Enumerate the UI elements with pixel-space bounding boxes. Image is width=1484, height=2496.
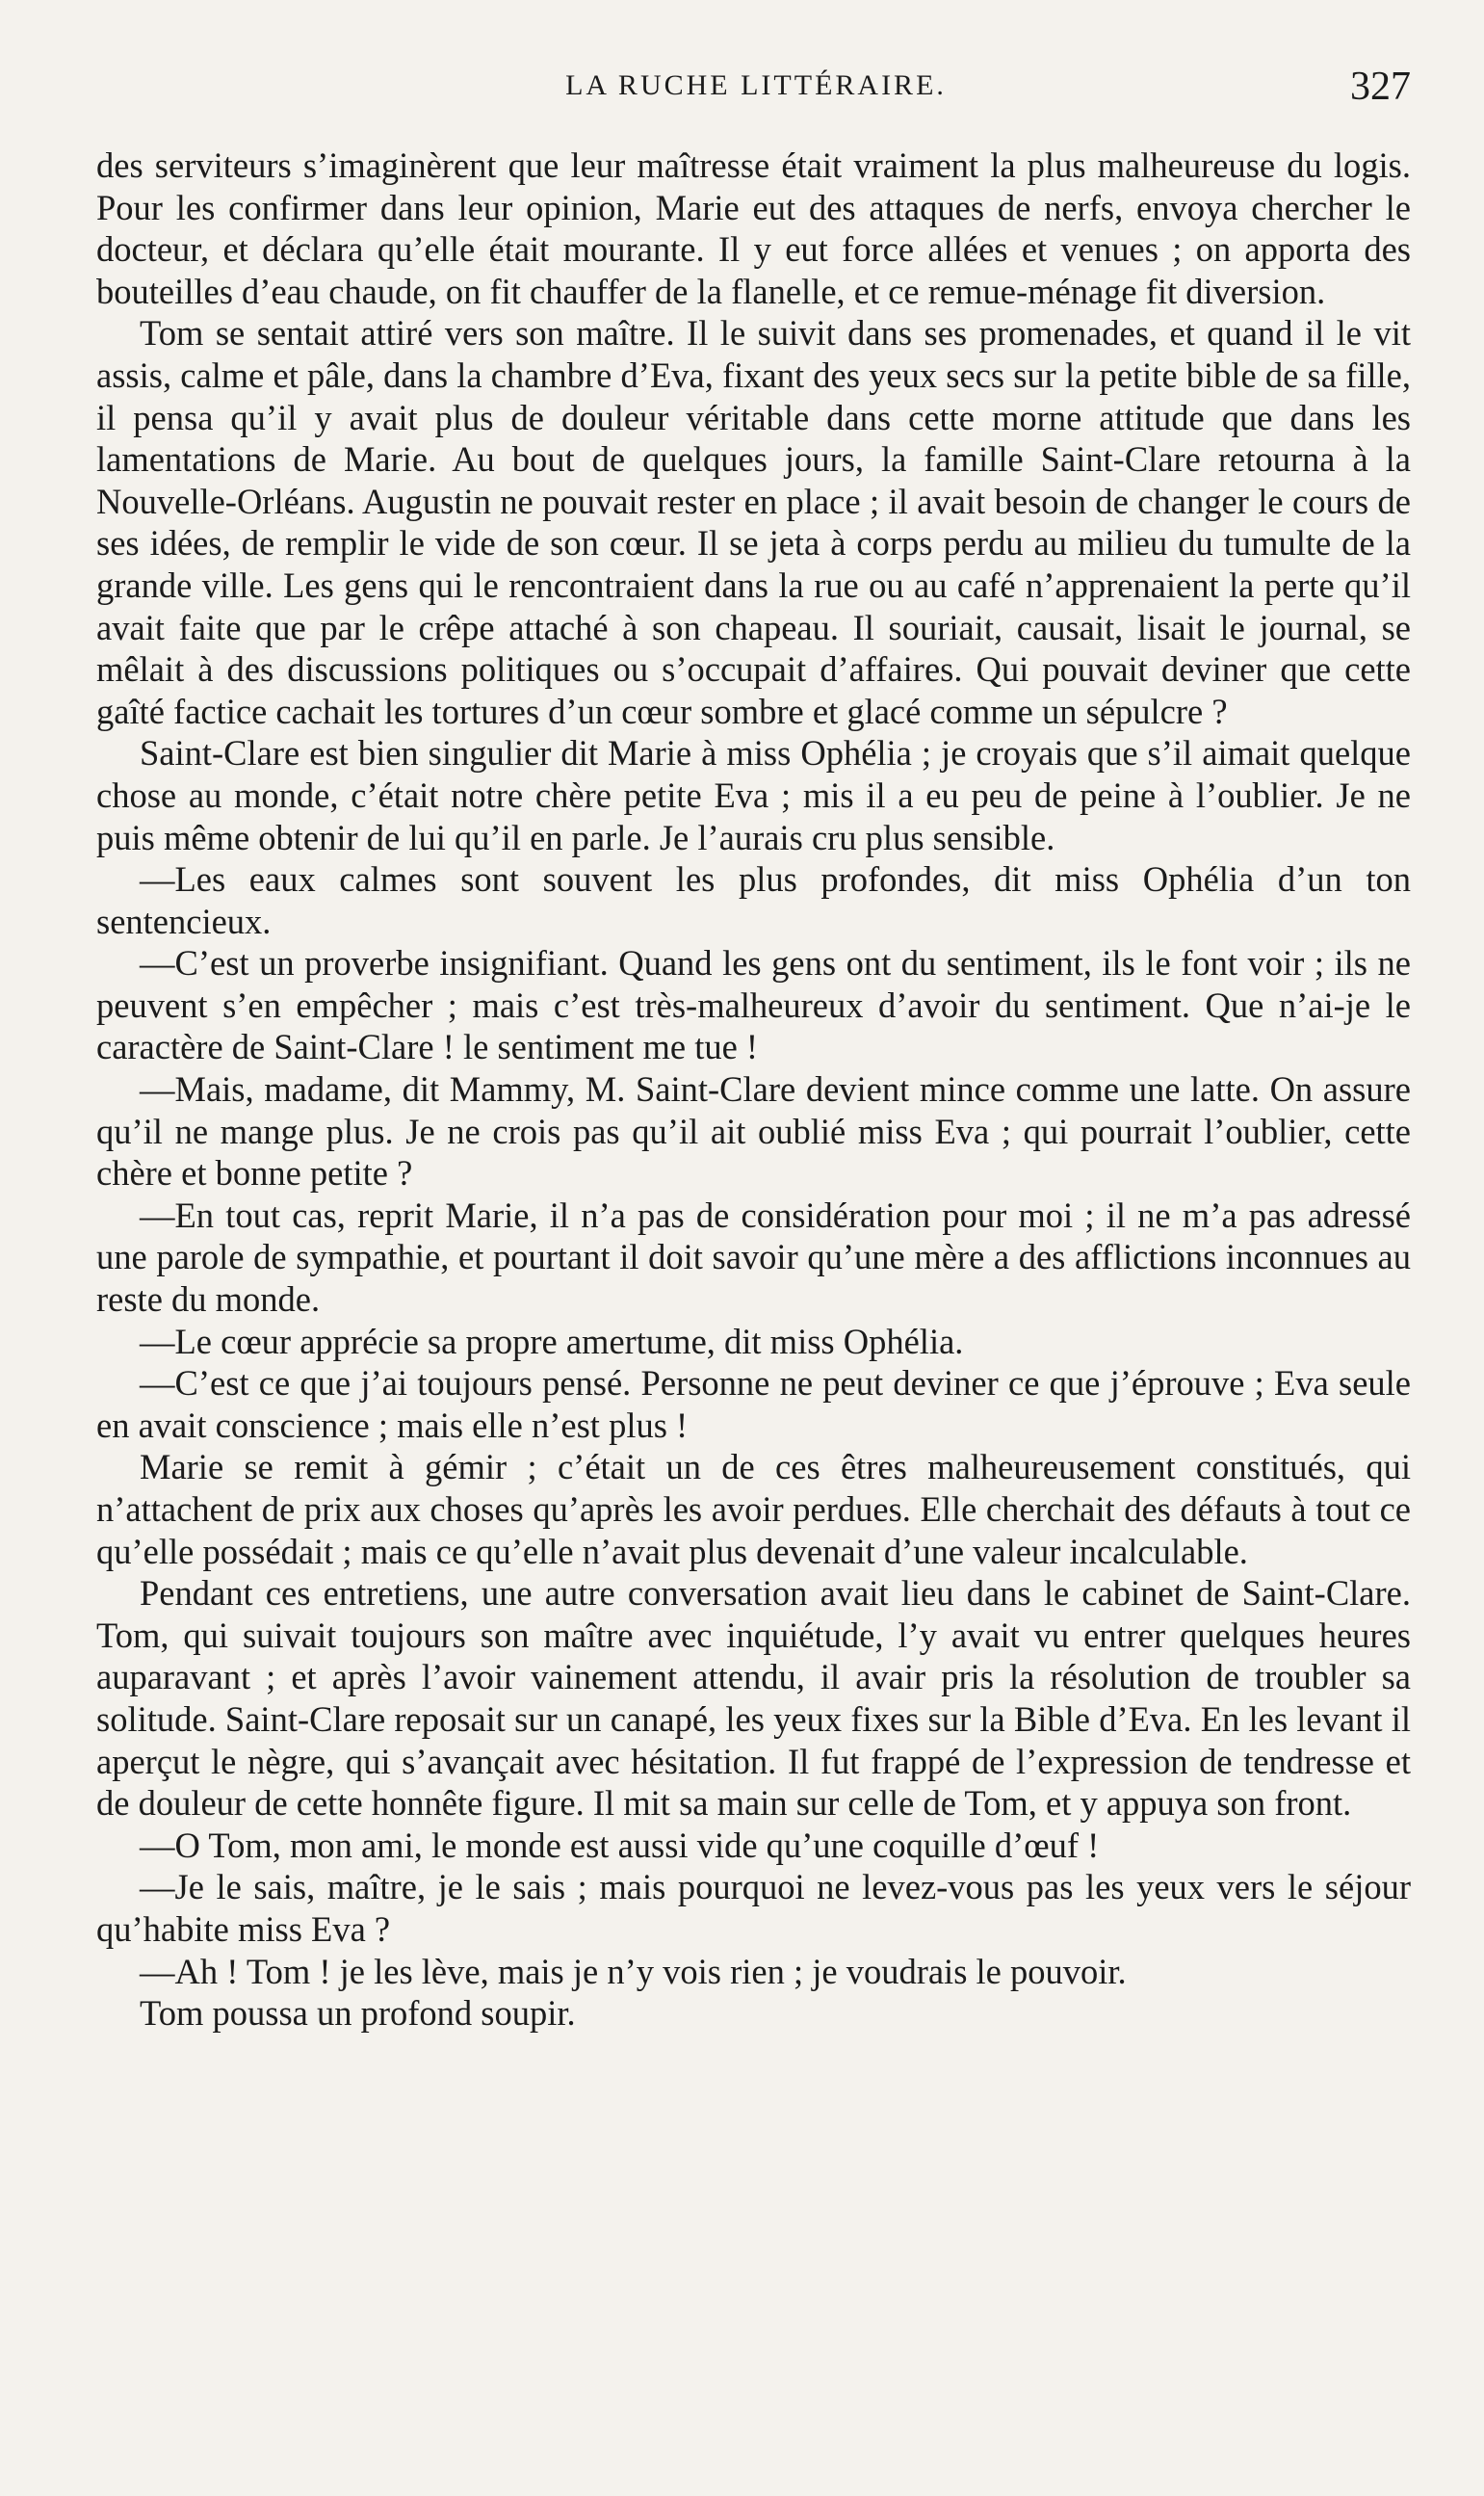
page-number: 327 — [1350, 65, 1411, 109]
dialogue-paragraph: —Ah ! Tom ! je les lève, mais je n’y vois rien ; je voudrais le pouvoir. — [140, 1951, 1127, 1991]
running-head — [101, 65, 1411, 109]
dialogue-paragraph: —O Tom, mon ami, le monde est aussi vide qu’une coquille d’œuf ! — [140, 1825, 1100, 1865]
paragraph: Tom poussa un profond soupir. — [140, 1993, 576, 2034]
running-title: LA RUCHE LITTÉRAIRE. — [565, 69, 947, 101]
dialogue-paragraph: —Les eaux calmes sont souvent les plus profondes, dit miss Ophélia d’un ton sentencieux. — [96, 859, 1411, 941]
body-text — [96, 145, 1411, 2035]
dialogue-paragraph: —En tout cas, reprit Marie, il n’a pas de considération pour moi ; il ne m’a pas adressé une parole de sympathie, et pourtant il doit savoir qu’une mère a des afflictions inconnues au reste du monde. — [96, 1195, 1411, 1320]
paragraph: des serviteurs s’imaginèrent que leur maîtresse était vraiment la plus malheureuse du logis. Pour les confirmer dans leur opinion, Marie eut des attaques de nerfs, envoya chercher le docteur, et déclara qu’elle était mourante. Il y eut force allées et venues ; on apporta des bouteilles d’eau chaude, on fit chauffer de la flanelle, et ce remue-ménage fit diversion. — [96, 145, 1411, 311]
dialogue-paragraph: —C’est un proverbe insignifiant. Quand les gens ont du sentiment, ils le font voir ; ils ne peuvent s’en empêcher ; mais c’est très-malheureux d’avoir du sentiment. Que n’ai-je le caractère de Saint-Clare ! le sentiment me tue ! — [96, 943, 1411, 1067]
paragraph: Marie se remit à gémir ; c’était un de ces êtres malheureusement constitués, qui n’attachent de prix aux choses qu’après les avoir perdues. Elle cherchait des défauts à tout ce qu’elle possédait ; mais ce qu’elle n’avait plus devenait d’une valeur incalculable. — [96, 1447, 1411, 1571]
dialogue-paragraph: —C’est ce que j’ai toujours pensé. Personne ne peut deviner ce que j’éprouve ; Eva seule en avait conscience ; mais elle n’est plus ! — [96, 1363, 1411, 1445]
paragraph: Saint-Clare est bien singulier dit Marie à miss Ophélia ; je croyais que s’il aimait quelque chose au monde, c’était notre chère petite Eva ; mis il a eu peu de peine à l’oublier. Je ne puis même obtenir de lui qu’il en parle. Je l’aurais cru plus sensible. — [96, 733, 1411, 857]
paragraph: Tom se sentait attiré vers son maître. Il le suivit dans ses promenades, et quand il le vit assis, calme et pâle, dans la chambre d’Eva, fixant des yeux secs sur la petite bible de sa fille, il pensa qu’il y avait plus de douleur véritable dans cette morne attitude que dans les lamentations de Marie. Au bout de quelques jours, la famille Saint-Clare retourna à la Nouvelle-Orléans. Augustin ne pouvait rester en place ; il avait besoin de changer le cours de ses idées, de remplir le vide de son cœur. Il se jeta à corps perdu au milieu du tumulte de la grande ville. Les gens qui le rencontraient dans la rue ou au café n’apprenaient la perte qu’il avait faite que par le crêpe attaché à son chapeau. Il souriait, causait, lisait le journal, se mêlait à des discussions politiques ou s’occupait d’affaires. Qui pouvait deviner que cette gaîté factice cachait les tortures d’un cœur sombre et glacé comme un sépulcre ? — [96, 313, 1411, 731]
paragraph: Pendant ces entretiens, une autre conversation avait lieu dans le cabinet de Saint-Clare. Tom, qui suivait toujours son maître avec inquiétude, l’y avait vu entrer quelques heures auparavant ; et après l’avoir vainement attendu, il avair pris la résolution de troubler sa solitude. Saint-Clare reposait sur un canapé, les yeux fixes sur la Bible d’Eva. En les levant il aperçut le nègre, qui s’avançait avec hésitation. Il fut frappé de l’expression de tendresse et de douleur de cette honnête figure. Il mit sa main sur celle de Tom, et y appuya son front. — [96, 1573, 1411, 1824]
dialogue-paragraph: —Mais, madame, dit Mammy, M. Saint-Clare devient mince comme une latte. On assure qu’il ne mange plus. Je ne crois pas qu’il ait oublié miss Eva ; qui pourrait l’oublier, cette chère et bonne petite ? — [96, 1069, 1411, 1194]
dialogue-paragraph: —Je le sais, maître, je le sais ; mais pourquoi ne levez-vous pas les yeux vers le séjour qu’habite miss Eva ? — [96, 1867, 1411, 1949]
dialogue-paragraph: —Le cœur apprécie sa propre amertume, dit miss Ophélia. — [140, 1321, 964, 1361]
